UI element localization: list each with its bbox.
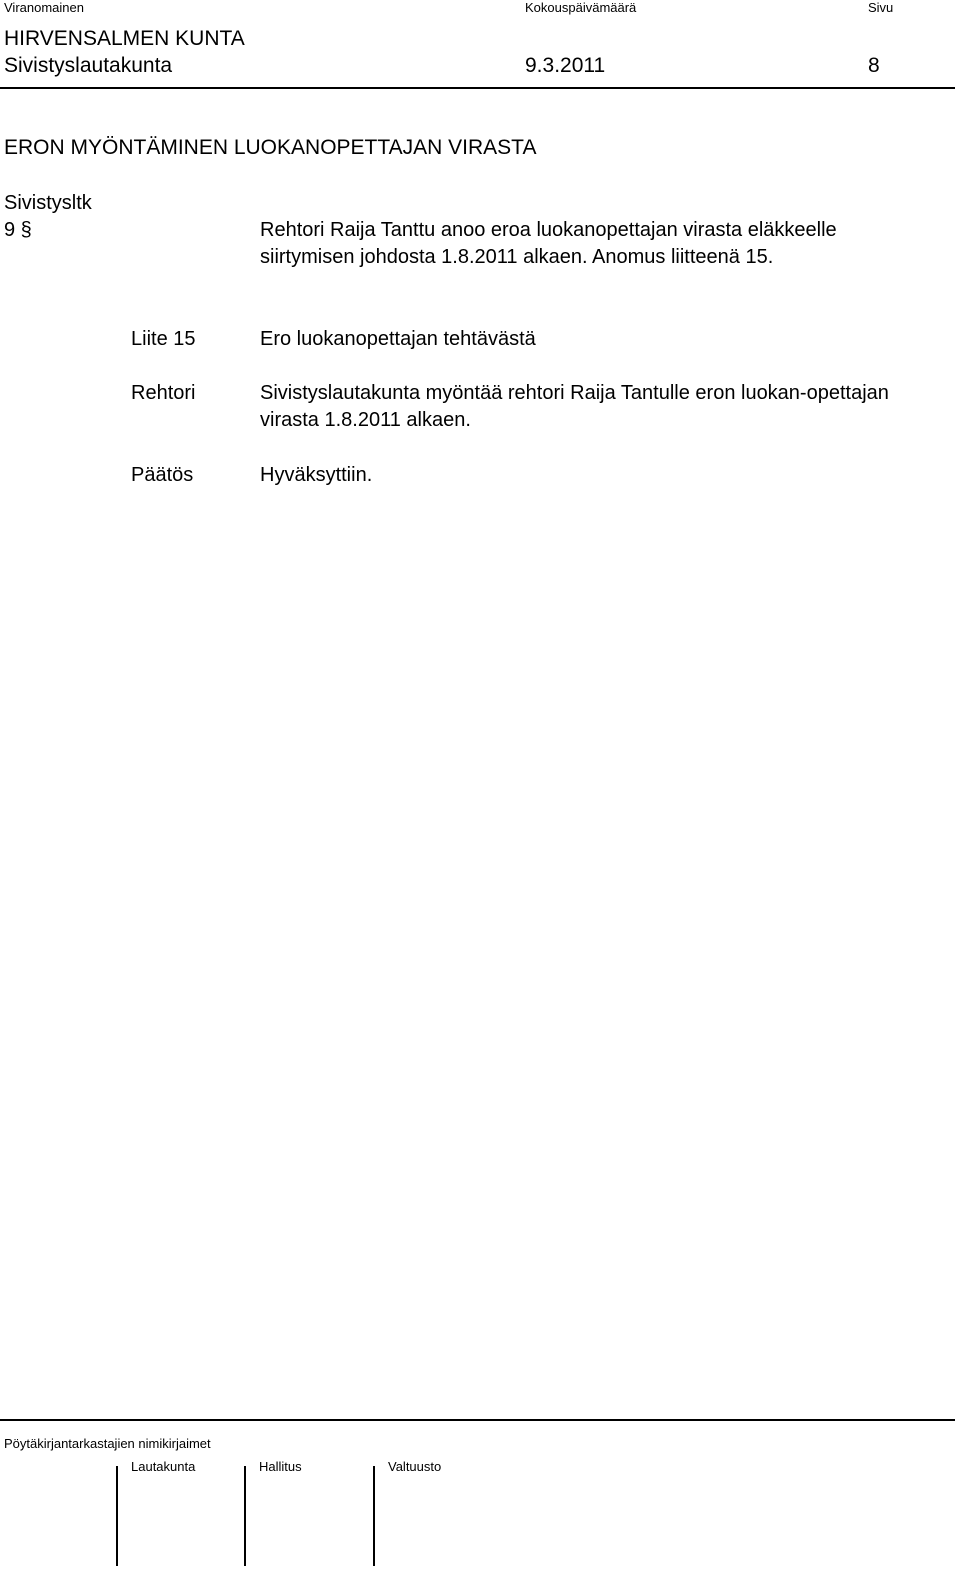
footer-column-lautakunta: Lautakunta — [131, 1459, 196, 1474]
footer-title: Pöytäkirjantarkastajien nimikirjaimet — [4, 1436, 211, 1451]
section-title: ERON MYÖNTÄMINEN LUOKANOPETTAJAN VIRASTA — [4, 136, 537, 159]
footer-divider — [0, 1419, 955, 1421]
intro-paragraph: Rehtori Raija Tanttu anoo eroa luokanopettajan virasta eläkkeelle siirtymisen johdosta 1.8.2011 alkaen. Anomus liitteenä 15. — [260, 219, 837, 268]
authority-name: Sivistyslautakunta — [4, 54, 173, 77]
row-label-attachment: Liite 15 — [131, 328, 196, 350]
meeting-date: 9.3.2011 — [525, 54, 606, 77]
page-number: 8 — [868, 54, 880, 77]
row-label-proposal: Rehtori — [131, 382, 196, 404]
header-label-date: Kokouspäivämäärä — [525, 0, 637, 15]
footer-column-hallitus: Hallitus — [259, 1459, 302, 1474]
header-divider — [0, 87, 955, 89]
header-label-body: Viranomainen — [4, 0, 84, 15]
paragraph-number: 9 § — [4, 219, 32, 241]
row-label-decision: Päätös — [131, 464, 194, 486]
signature-box-divider — [116, 1466, 118, 1566]
row-text-attachment: Ero luokanopettajan tehtävästä — [260, 328, 536, 350]
signature-box-divider — [244, 1466, 246, 1566]
footer-column-valtuusto: Valtuusto — [388, 1459, 442, 1474]
row-text-decision: Hyväksyttiin. — [260, 464, 373, 486]
row-text-proposal: Sivistyslautakunta myöntää rehtori Raija Tantulle eron luokan-opettajan virasta 1.8.2011 alkaen. — [260, 382, 889, 431]
header-label-page: Sivu — [868, 0, 894, 15]
signature-box-divider — [373, 1466, 375, 1566]
committee-abbrev: Sivistysltk — [4, 192, 92, 214]
municipality-name: HIRVENSALMEN KUNTA — [4, 27, 245, 50]
